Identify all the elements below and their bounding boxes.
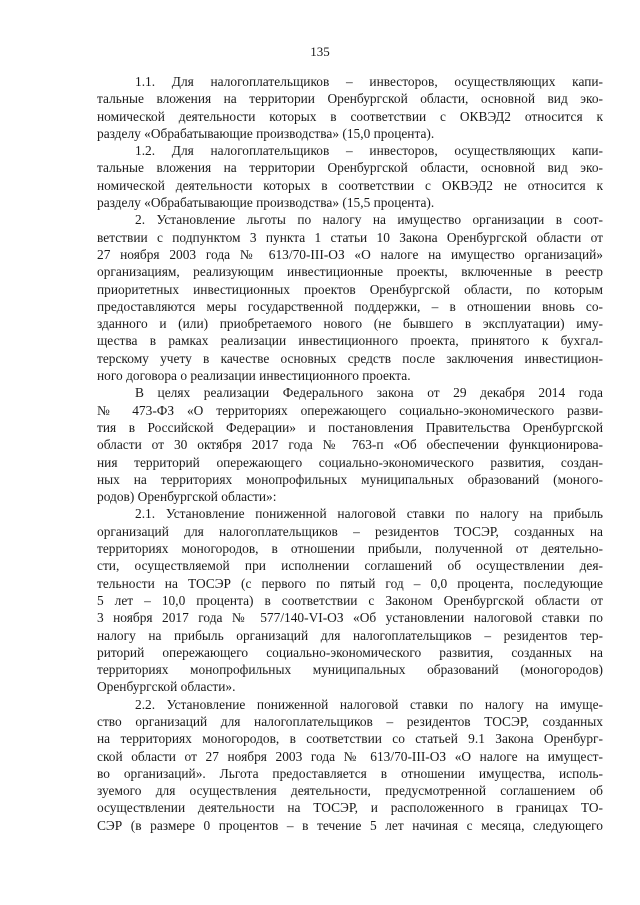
text-line: тальные вложения на территории Оренбургской области, основной вид эко- (97, 160, 603, 176)
text-line: 2.1. Установление пониженной налоговой ставки по налогу на прибыль (135, 506, 603, 522)
text-line: приоритетных инвестиционных проектов Оренбургской области, по которым (97, 281, 603, 297)
text-line: ской области от 27 ноября 2003 года № 613/70-III-ОЗ «О налоге на имущест- (97, 748, 603, 764)
document-body (97, 73, 603, 834)
text-line: 2. Установление льготы по налогу на имущество организации в соот- (135, 212, 603, 228)
text-line: организациям, реализующим инвестиционные проекты, включенные в реестр (97, 264, 603, 280)
text-line: зданного и (или) приобретаемого нового (не бывшего в эксплуатации) иму- (97, 316, 603, 332)
text-line: тальные вложения на территории Оренбургской области, основной вид эко- (97, 91, 603, 107)
text-line: территориях моногородов, в отношении прибыли, полученной от деятельно- (97, 541, 603, 557)
paragraph-p-2 (97, 211, 603, 384)
text-line: ных на территориях монопрофильных муниципальных образований (моного- (97, 471, 603, 487)
text-line: 3 ноября 2017 года № 577/140-VI-ОЗ «Об установлении налоговой ставки по (97, 610, 603, 626)
text-line: родов) Оренбургской области»: (97, 489, 277, 505)
text-line: ния территорий опережающего социально-экономического развития, создан- (97, 454, 603, 470)
text-line: щества в рамках реализации инвестиционного проекта, принятого к бухгал- (97, 333, 603, 349)
text-line: территориях монопрофильных муниципальных образований (моногородов) (97, 662, 603, 678)
text-line: ного договора о реализации инвестиционного проекта. (97, 368, 411, 384)
text-line: 1.1. Для налогоплательщиков – инвесторов, осуществляющих капи- (135, 74, 603, 89)
page-number: 135 (310, 44, 330, 59)
paragraph-p-3 (97, 384, 603, 505)
text-line: сти, осуществляемой при исполнении соглашений об осуществлении дея- (97, 558, 603, 574)
text-line: тельности на ТОСЭР (с первого по пятый год – 0,0 процента, последующие (97, 575, 603, 591)
text-line: В целях реализации Федерального закона от 29 декабря 2014 года (135, 385, 603, 401)
text-line: номической деятельности которых в соответствии с ОКВЭД2 не относится к (97, 177, 603, 193)
text-line: риторий опережающего социально-экономического развития, созданных на (97, 644, 603, 660)
text-line: разделу «Обрабатывающие производства» (15,0 процента). (97, 125, 435, 141)
text-line: на территориях моногородов, в соответствии со статьей 9.1 Закона Оренбург- (97, 731, 603, 747)
paragraph-p-1-1 (97, 73, 603, 142)
text-line: во организаций». Льгота предоставляется в отношении имущества, исполь- (97, 765, 603, 781)
text-line: 5 лет – 10,0 процента) в соответствии с Законом Оренбургской области от (97, 592, 603, 608)
text-line: разделу «Обрабатывающие производства» (15,5 процента). (97, 195, 435, 211)
text-line: области от 30 октября 2017 года № 763-п «Об обеспечении функционирова- (97, 437, 603, 453)
text-line: СЭР (в размере 0 процентов – в течение 5 лет начиная с месяца, следующего (97, 817, 603, 833)
text-line: ветствии с подпунктом 3 пункта 1 статьи 10 Закона Оренбургской области от (97, 229, 603, 245)
text-line: зуемого для осуществления деятельности, предусмотренной соглашением об (97, 783, 603, 799)
text-line: 27 ноября 2003 года № 613/70-III-ОЗ «О налоге на имущество организаций» (97, 246, 603, 262)
text-line: № 473-ФЗ «О территориях опережающего социально-экономического разви- (97, 402, 603, 418)
text-line: 2.2. Установление пониженной налоговой ставки по налогу на имуще- (135, 696, 603, 712)
text-line: организаций для налогоплательщиков – резидентов ТОСЭР, созданных на (97, 523, 603, 539)
text-line: 1.2. Для налогоплательщиков – инвесторов, осуществляющих капи- (135, 143, 603, 159)
paragraph-p-2-2 (97, 696, 603, 834)
text-line: Оренбургской области». (97, 679, 236, 695)
text-line: осуществлении деятельности на ТОСЭР, и расположенного в границах ТО- (97, 800, 603, 816)
paragraph-p-1-2 (97, 142, 603, 211)
text-line: налогу на прибыль организаций для налогоплательщиков – резидентов тер- (97, 627, 603, 643)
text-line: номической деятельности которых в соответствии с ОКВЭД2 относится к (97, 108, 603, 124)
paragraph-p-2-1 (97, 505, 603, 695)
text-line: тия в Российской Федерации» и постановления Правительства Оренбургской (97, 419, 603, 435)
text-line: предоставляются меры государственной поддержки, – в отношении вновь со- (97, 298, 603, 314)
text-line: терскому учету в качестве основных средств после заключения инвестицион- (97, 350, 603, 366)
text-line: ство организаций для налогоплательщиков – резидентов ТОСЭР, созданных (97, 713, 603, 729)
